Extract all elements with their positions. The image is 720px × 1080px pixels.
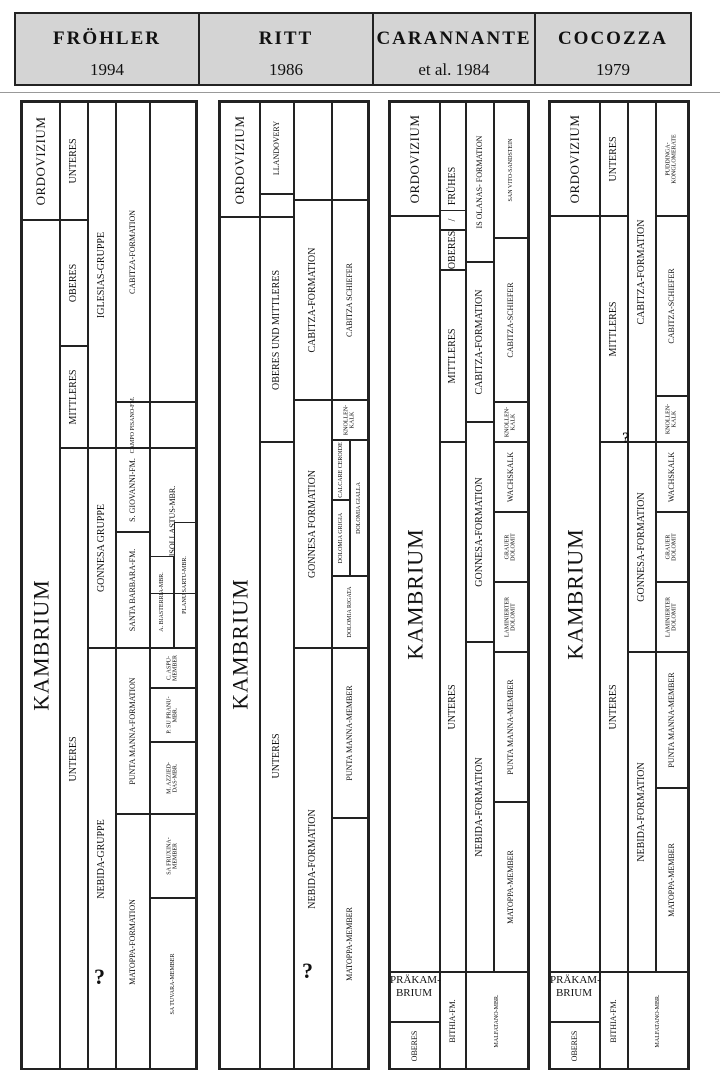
unit-label: UNTERES bbox=[67, 736, 79, 782]
unit-label: KNOLLEN- KALK bbox=[504, 406, 517, 438]
member-matoppa bbox=[656, 788, 688, 972]
unit-label: SANTA BARBARA-FM. bbox=[127, 548, 137, 632]
member-laminierter-dolomit bbox=[656, 582, 688, 652]
unit-label: LLANDOVERY bbox=[271, 120, 281, 176]
unit-label: UNTERES bbox=[607, 684, 619, 730]
member-cabitza-schiefer bbox=[332, 200, 368, 400]
formation-nebida bbox=[628, 652, 656, 972]
unit-label: ORDOVIZIUM bbox=[407, 114, 423, 204]
series-unteres bbox=[440, 442, 466, 972]
unit-label: MALFATANO-MBR. bbox=[493, 994, 500, 1048]
unit-label: CABITZA-FORMATION bbox=[473, 289, 485, 395]
series-unteres-ord bbox=[60, 102, 88, 220]
member-punta-manna bbox=[656, 652, 688, 788]
unit-label: ORDOVIZIUM bbox=[33, 116, 49, 206]
unit-label: MITTLERES bbox=[67, 369, 79, 425]
unit-label: NEBIDA-GRUPPE bbox=[95, 819, 107, 899]
unit-label: OBERES bbox=[67, 263, 79, 303]
member-dolomia-grigia bbox=[332, 500, 350, 576]
unit-label: GONNESA-FORMATION bbox=[473, 477, 485, 587]
member-punta-manna bbox=[332, 648, 368, 818]
member-puddinga bbox=[656, 102, 688, 216]
unit-label: P. SU PRANU- MBR. bbox=[166, 696, 179, 734]
series-oberes bbox=[440, 230, 466, 270]
unit-label: C. ASPU- MEMBER bbox=[166, 654, 179, 682]
formation-gonnesa bbox=[466, 422, 494, 642]
unit-label: M. AZZIED- DAS-MBR. bbox=[166, 762, 179, 794]
unit-label: OBERES UND MITTLERES bbox=[270, 269, 282, 390]
unit-label: PUNTA MANNA-MEMBER bbox=[666, 672, 676, 768]
formation-cabitza bbox=[116, 102, 150, 402]
series-oberes-prak bbox=[550, 1022, 600, 1070]
member-planu-sartu bbox=[174, 522, 196, 648]
formation-gonnesa bbox=[628, 442, 656, 652]
unit-label: S. GIOVANNI-FM. bbox=[127, 458, 137, 522]
unit-label: KAMBRIUM bbox=[402, 528, 428, 660]
unit-label: CALCARE CEROIDE bbox=[337, 442, 344, 498]
question-mark: ? bbox=[302, 958, 313, 983]
header-carannante bbox=[372, 12, 536, 86]
unit-label: UNTERES bbox=[270, 733, 282, 779]
unit-label: KNOLLEN- KALK bbox=[343, 404, 356, 436]
unit-label: GRAUER DOLOMIT bbox=[504, 533, 517, 561]
unit-label: CABITZA-FORMATION bbox=[635, 219, 647, 325]
unit-label: DOLOMIA GIALLA bbox=[355, 482, 362, 534]
member-malfatano bbox=[466, 972, 528, 1070]
member-sa-tuvara bbox=[150, 898, 196, 1070]
series-unteres bbox=[60, 448, 88, 1070]
series-unteres-ord bbox=[600, 102, 628, 216]
member-blank bbox=[332, 102, 368, 200]
unit-label: ORDOVIZIUM bbox=[567, 114, 583, 204]
member-p-su-pranu bbox=[150, 688, 196, 742]
system-kambrium bbox=[390, 216, 440, 972]
formation-matoppa bbox=[116, 814, 150, 1070]
member-dolomia-gialla bbox=[350, 440, 368, 576]
system-ordovizium bbox=[22, 102, 60, 220]
column-frohler bbox=[20, 100, 198, 1070]
formation-cabitza bbox=[294, 200, 332, 400]
header-frohler bbox=[14, 12, 200, 86]
unit-label: BITHIA-FM. bbox=[608, 999, 618, 1043]
unit-label: BITHIA-FM. bbox=[447, 999, 457, 1043]
formation-campo-pisano bbox=[116, 396, 150, 454]
member-calcare-ceroide bbox=[332, 440, 350, 500]
formation-blank bbox=[294, 102, 332, 200]
author-name: RITT bbox=[258, 28, 314, 49]
member-m-azzieddas bbox=[150, 742, 196, 814]
header-divider bbox=[0, 92, 720, 93]
group-gonnesa bbox=[88, 448, 116, 648]
unit-label: PUNTA MANNA-MEMBER bbox=[344, 685, 354, 781]
formation-santa-barbara bbox=[116, 532, 150, 648]
member-knollenkalk bbox=[332, 400, 368, 440]
unit-label: OBERES bbox=[569, 1030, 579, 1062]
column-cocozza bbox=[548, 100, 690, 1070]
series-slash bbox=[440, 210, 466, 230]
unit-label: IGLESIAS-GRUPPE bbox=[95, 231, 107, 319]
prakambrium-label: PRÄKAM- BRIUM bbox=[390, 974, 441, 999]
member-a-biasterria bbox=[150, 556, 174, 648]
unit-label: DOLOMIA GRIGIA bbox=[337, 512, 344, 564]
question-mark: ? bbox=[94, 964, 105, 989]
group-nebida bbox=[88, 648, 116, 1070]
unit-label: OBERES bbox=[446, 230, 458, 270]
unit-label: LAMINIERTER DOLOMIT bbox=[504, 596, 517, 638]
unit-label: CABITZA-FORMATION bbox=[306, 247, 318, 353]
series-unteres bbox=[260, 442, 294, 1070]
column-ritt bbox=[218, 100, 370, 1070]
series-llandovery bbox=[260, 102, 294, 194]
unit-label: WACHSKALK bbox=[666, 451, 676, 503]
unit-label: NEBIDA-FORMATION bbox=[635, 762, 647, 862]
unit-label: MITTLERES bbox=[607, 301, 619, 357]
unit-label: UNTERES bbox=[607, 136, 619, 182]
system-ordovizium bbox=[390, 102, 440, 216]
prakambrium-label: PRÄKAM- BRIUM bbox=[550, 974, 601, 999]
unit-label: SAN VITO-SANDSTEIN bbox=[507, 138, 514, 202]
series-blank bbox=[260, 194, 294, 217]
unit-label: WACHSKALK bbox=[505, 451, 515, 503]
author-year: 1986 bbox=[269, 60, 303, 79]
series-unteres bbox=[600, 442, 628, 972]
unit-label: OBERES bbox=[409, 1030, 419, 1062]
member-matoppa bbox=[332, 818, 368, 1070]
unit-label: NEBIDA-FORMATION bbox=[473, 757, 485, 857]
unit-label: PUNTA MANNA-FORMATION bbox=[127, 677, 137, 785]
author-year: 1994 bbox=[90, 60, 124, 79]
system-ordovizium bbox=[220, 102, 260, 217]
series-mittleres bbox=[440, 270, 466, 442]
member-laminierter-dolomit bbox=[494, 582, 528, 652]
unit-label: CABITZA-SCHIEFER bbox=[666, 268, 676, 344]
member-punta-manna bbox=[494, 652, 528, 802]
unit-label: NEBIDA-FORMATION bbox=[306, 809, 318, 909]
formation-s-giovanni bbox=[116, 448, 150, 532]
formation-punta-manna bbox=[116, 648, 150, 814]
member-matoppa bbox=[494, 802, 528, 972]
series-oberes-prak bbox=[390, 1022, 440, 1070]
formation-bithia bbox=[600, 972, 628, 1070]
formation-cabitza bbox=[466, 262, 494, 422]
member-blank-top bbox=[150, 102, 196, 402]
unit-label: SA FRUXINA- MEMBER bbox=[166, 837, 179, 875]
unit-label: MATOPPA-FORMATION bbox=[127, 899, 137, 985]
member-blank-campo bbox=[150, 402, 196, 448]
member-grauer-dolomit bbox=[494, 512, 528, 582]
member-sa-fruxina bbox=[150, 814, 196, 898]
member-malfatano bbox=[628, 972, 688, 1070]
author-name: CARANNANTE bbox=[376, 28, 532, 49]
unit-label: MATOPPA-MEMBER bbox=[505, 850, 515, 924]
unit-label: ORDOVIZIUM bbox=[232, 115, 248, 204]
unit-label: DOLOMIA RIGATA bbox=[346, 586, 353, 638]
question-mark: ? bbox=[622, 430, 630, 447]
unit-label: KAMBRIUM bbox=[28, 579, 54, 711]
unit-label: CABITZA-SCHIEFER bbox=[505, 282, 515, 358]
unit-label: PUNTA MANNA-MEMBER bbox=[505, 679, 515, 775]
unit-label: / bbox=[446, 218, 458, 222]
header-cocozza bbox=[534, 12, 692, 86]
unit-label: IS OLANAS- FORMATION bbox=[474, 135, 484, 229]
unit-label: PLANU SARTU-MBR. bbox=[181, 556, 188, 614]
system-ordovizium bbox=[550, 102, 600, 216]
unit-label: CABITZA SCHIEFER bbox=[344, 262, 354, 338]
unit-label: ISOLLASTUS-MBR. bbox=[167, 485, 177, 557]
system-kambrium bbox=[220, 217, 260, 1070]
author-name: FRÖHLER bbox=[53, 28, 161, 49]
series-oberes-mittleres bbox=[260, 217, 294, 442]
unit-label: MALFATANO-MBR. bbox=[654, 994, 661, 1048]
member-dolomia-rigata bbox=[332, 576, 368, 648]
system-kambrium bbox=[550, 216, 600, 972]
formation-nebida bbox=[294, 648, 332, 1070]
unit-label: FRÜHES bbox=[446, 166, 458, 206]
author-name: COCOZZA bbox=[557, 28, 669, 49]
unit-label: MITTLERES bbox=[446, 328, 458, 384]
unit-label: KAMBRIUM bbox=[562, 528, 588, 660]
author-year: 1979 bbox=[596, 60, 630, 79]
unit-label: GRAUER DOLOMIT bbox=[665, 533, 678, 561]
member-knollenkalk bbox=[494, 402, 528, 442]
formation-nebida bbox=[466, 642, 494, 972]
formation-bithia bbox=[440, 972, 466, 1070]
member-wachskalk bbox=[494, 442, 528, 512]
unit-label: GONNESA FORMATION bbox=[306, 469, 318, 579]
member-san-vito bbox=[494, 102, 528, 238]
unit-label: A. BIASTERRIA-MBR. bbox=[158, 572, 165, 632]
unit-label: MATOPPA-MEMBER bbox=[344, 907, 354, 981]
unit-label: GONNESA GRUPPE bbox=[95, 503, 107, 593]
unit-label: KNOLLEN- KALK bbox=[665, 403, 678, 435]
unit-label: SA TUVARA-MEMBER bbox=[169, 953, 176, 1015]
unit-label: KAMBRIUM bbox=[227, 577, 253, 710]
header-ritt bbox=[198, 12, 374, 86]
member-wachskalk bbox=[656, 442, 688, 512]
unit-label: MATOPPA-MEMBER bbox=[666, 843, 676, 917]
system-kambrium bbox=[22, 220, 60, 1070]
formation-is-olanas bbox=[466, 102, 494, 262]
column-carannante bbox=[388, 100, 530, 1070]
unit-label: LAMINIERTER DOLOMIT bbox=[665, 596, 678, 638]
member-cabitza-schiefer bbox=[656, 216, 688, 396]
unit-label: PUDDINGA- KONGLOMERATE bbox=[665, 134, 678, 184]
unit-label: CAMPO PISANO-FM. bbox=[129, 396, 136, 454]
member-cabitza-schiefer bbox=[494, 238, 528, 402]
formation-gonnesa bbox=[294, 400, 332, 648]
member-c-aspu bbox=[150, 648, 196, 688]
formation-cabitza bbox=[628, 102, 656, 442]
author-year: et al. 1984 bbox=[418, 60, 490, 79]
member-knollenkalk bbox=[656, 396, 688, 442]
unit-label: GONNESA-FORMATION bbox=[635, 492, 647, 602]
series-mittleres bbox=[600, 216, 628, 442]
member-grauer-dolomit bbox=[656, 512, 688, 582]
unit-label: UNTERES bbox=[67, 138, 79, 184]
unit-label: UNTERES bbox=[446, 684, 458, 730]
unit-label: CABITZA-FORMATION bbox=[127, 210, 137, 294]
series-oberes bbox=[60, 220, 88, 346]
group-iglesias bbox=[88, 102, 116, 448]
series-mittleres bbox=[60, 346, 88, 448]
